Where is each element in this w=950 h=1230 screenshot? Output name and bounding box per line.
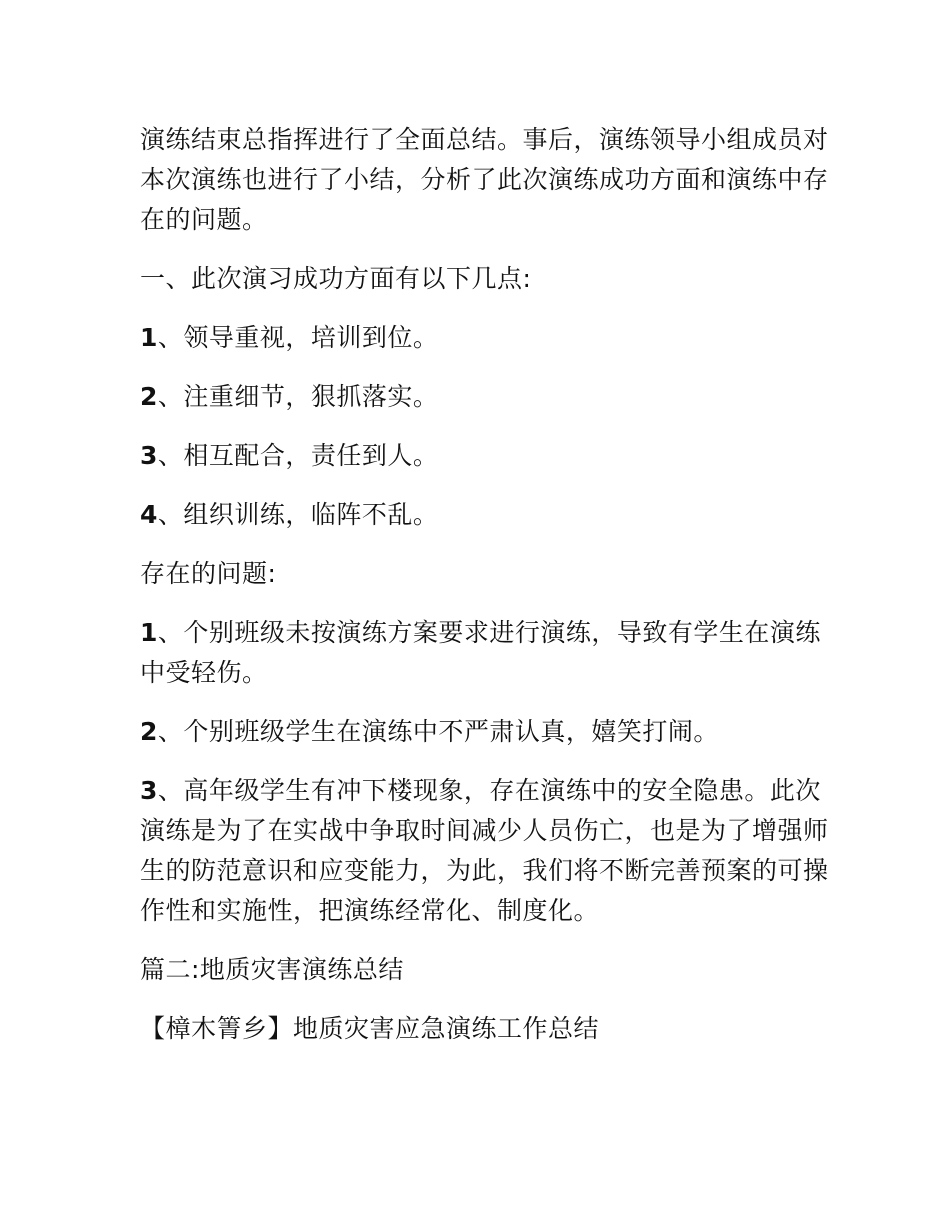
paragraph-intro <box>140 120 830 240</box>
list-item-success-3 <box>140 436 830 476</box>
paragraph-text: 一、此次演习成功方面有以下几点: <box>140 264 532 293</box>
item-number: 3 <box>140 776 158 805</box>
item-number: 3 <box>140 441 158 470</box>
list-item-problem-1 <box>140 613 830 693</box>
item-text: 、相互配合，责任到人。 <box>157 441 439 470</box>
paragraph-problems-heading <box>140 554 830 594</box>
item-text: 、注重细节，狠抓落实。 <box>157 382 439 411</box>
paragraph-text: 存在的问题: <box>140 559 277 588</box>
paragraph-text: 演练结束总指挥进行了全面总结。事后，演练领导小组成员对本次演练也进行了小结，分析了此次演练成功方面和演练中存在的问题。 <box>140 125 829 234</box>
item-number: 1 <box>140 323 158 352</box>
item-number: 4 <box>140 500 158 529</box>
list-item-success-2 <box>140 377 830 417</box>
section-subtitle <box>140 1009 830 1049</box>
item-number: 2 <box>140 717 158 746</box>
list-item-problem-3 <box>140 771 830 931</box>
list-item-success-1 <box>140 318 830 358</box>
item-number: 2 <box>140 382 158 411</box>
section-heading-part-two <box>140 950 830 990</box>
item-text: 、个别班级未按演练方案要求进行演练，导致有学生在演练中受轻伤。 <box>140 618 821 687</box>
item-text: 、组织训练，临阵不乱。 <box>157 500 439 529</box>
paragraph-text: 篇二:地质灾害演练总结 <box>140 955 404 984</box>
item-text: 、个别班级学生在演练中不严肃认真，嬉笑打闹。 <box>157 717 719 746</box>
item-text: 、高年级学生有冲下楼现象，存在演练中的安全隐患。此次演练是为了在实战中争取时间减少人员伤亡，也是为了增强师生的防范意识和应变能力，为此，我们将不断完善预案的可操作性和实施性，把演练经常化、制度化。 <box>140 776 829 925</box>
paragraph-success-heading <box>140 259 830 299</box>
item-text: 、领导重视，培训到位。 <box>157 323 439 352</box>
list-item-problem-2 <box>140 712 830 752</box>
list-item-success-4 <box>140 495 830 535</box>
paragraph-text: 【樟木箐乡】地质灾害应急演练工作总结 <box>140 1014 600 1043</box>
item-number: 1 <box>140 618 158 647</box>
